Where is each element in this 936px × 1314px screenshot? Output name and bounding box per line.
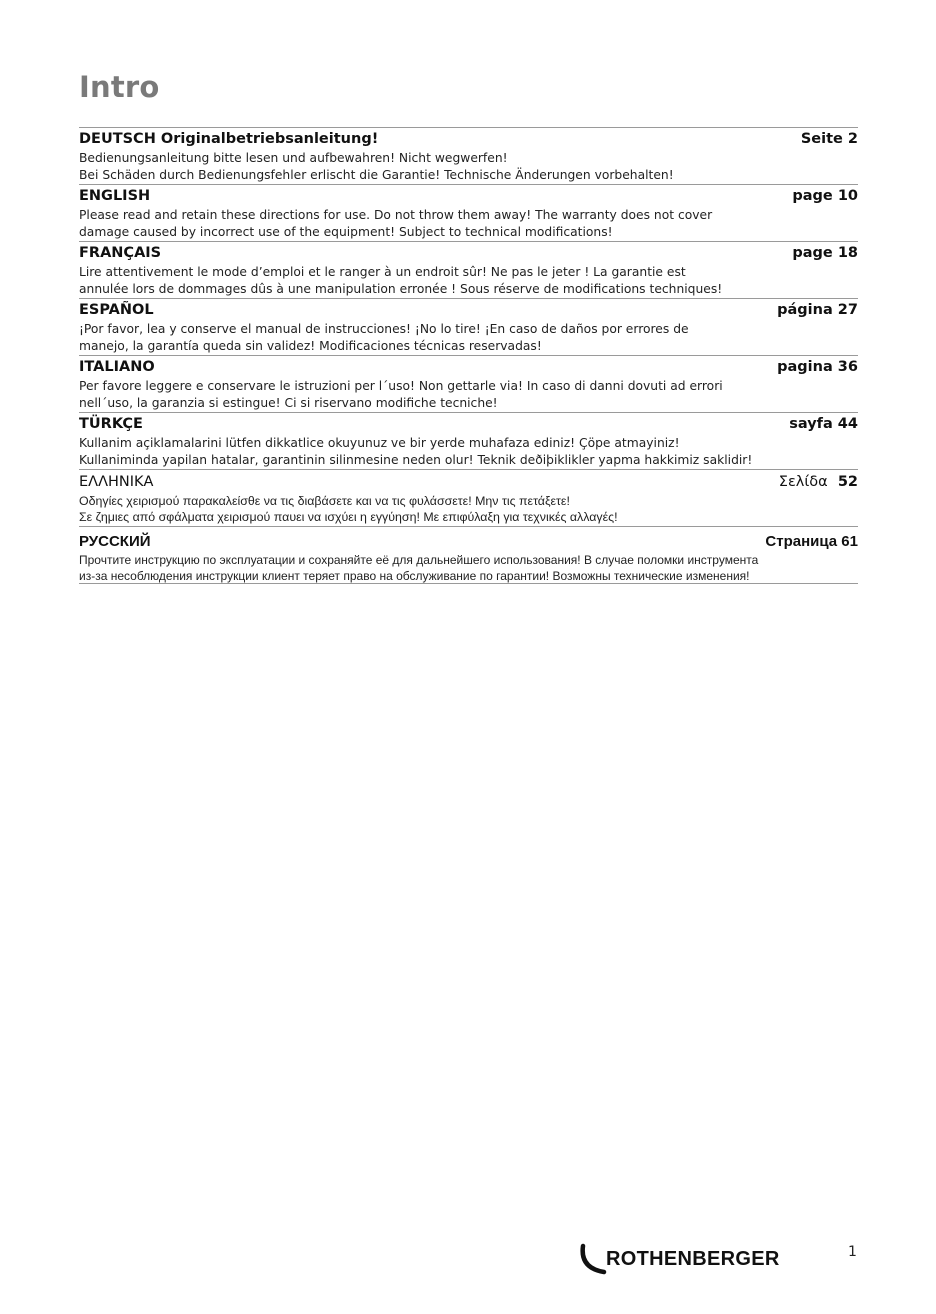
language-index <box>79 127 858 584</box>
page-word: Σελίδα <box>778 474 828 490</box>
page-reference: page 18 <box>792 245 858 261</box>
section-francais <box>79 241 858 298</box>
section-line: Bei Schäden durch Bedienungsfehler erlischt die Garantie! Technische Änderungen vorbehalten! <box>79 168 674 182</box>
page-title: Intro <box>79 70 160 104</box>
page-number: 52 <box>837 474 858 490</box>
language-label: DEUTSCH Originalbetriebsanleitung! <box>79 131 379 147</box>
section-line: damage caused by incorrect use of the equipment! Subject to technical modifications! <box>79 225 613 239</box>
section-header <box>79 416 858 435</box>
section-deutsch <box>79 127 858 184</box>
rothenberger-arc-logo-icon <box>578 1242 608 1276</box>
brand-name: ROTHENBERGER <box>606 1247 780 1270</box>
section-line: manejo, la garantía queda sin validez! Modificaciones técnicas reservadas! <box>79 339 542 353</box>
section-line: annulée lors de dommages dûs à une manipulation erronée ! Sous réserve de modifications techniques! <box>79 282 723 296</box>
section-line: Σε ζημιες από σφάλματα χειρισμού παυει να ισχύει η εγγύηση! Με επιφύλαξη για τεχνικές αλλαγές! <box>79 510 618 524</box>
page-reference: página 27 <box>777 302 858 318</box>
section-line: Please read and retain these directions for use. Do not throw them away! The warranty does not cover <box>79 208 713 222</box>
section-line: Lire attentivement le mode d’emploi et le ranger à un endroit sûr! Ne pas le jeter ! La garantie est <box>79 265 686 279</box>
language-label: РУССКИЙ <box>79 533 151 550</box>
page-reference: Seite 2 <box>800 131 858 147</box>
page-reference <box>779 474 858 490</box>
page-reference: page 10 <box>792 188 858 204</box>
language-label: ENGLISH <box>79 188 151 204</box>
section-header <box>79 533 858 552</box>
section-line: Kullanim açiklamalarini lütfen dikkatlice okuyunuz ve bir yerde muhafaza ediniz! Çöpe atmayiniz! <box>79 436 680 450</box>
brand-logo <box>578 1242 780 1276</box>
section-russkiy <box>79 526 858 584</box>
section-header <box>79 359 858 378</box>
section-line: ¡Por favor, lea y conserve el manual de instrucciones! ¡No lo tire! ¡En caso de daños por errores de <box>79 322 689 336</box>
section-espanol <box>79 298 858 355</box>
language-label: ΕΛΛΗΝΙΚΑ <box>79 474 154 490</box>
section-header <box>79 131 858 150</box>
section-line: Bedienungsanleitung bitte lesen und aufbewahren! Nicht wegwerfen! <box>79 151 508 165</box>
section-ellinika <box>79 469 858 526</box>
section-italiano <box>79 355 858 412</box>
section-header <box>79 302 858 321</box>
section-turkce <box>79 412 858 469</box>
section-line: Οδηγίες χειρισμού παρακαλείσθε να τις διαβάσετε και να τις φυλάσσετε! Μην τις πετάξετε! <box>79 494 570 508</box>
section-line: из-за несоблюдения инструкции клиент теряет право на обслуживание по гарантии! Возможны технические изменения! <box>79 569 750 583</box>
page-reference: Страница 61 <box>765 533 858 550</box>
language-label: ESPAÑOL <box>79 302 154 318</box>
section-line: Per favore leggere e conservare le istruzioni per l´uso! Non gettarle via! In caso di danni dovuti ad errori <box>79 379 723 393</box>
section-line: Kullaniminda yapilan hatalar, garantinin silinmesine neden olur! Teknik deðiþiklikler yapma hakkimiz saklidir! <box>79 453 753 467</box>
section-line: Прочтите инструкцию по эксплуатации и сохраняйте её для дальнейшего использования! В случае поломки инструмента <box>79 553 759 567</box>
language-label: TÜRKÇE <box>79 416 143 432</box>
section-header <box>79 474 858 493</box>
section-header <box>79 188 858 207</box>
page-reference: sayfa 44 <box>789 416 858 432</box>
language-label: FRANÇAIS <box>79 245 162 261</box>
page-number: 1 <box>848 1244 857 1260</box>
page-reference: pagina 36 <box>777 359 858 375</box>
section-english <box>79 184 858 241</box>
section-header <box>79 245 858 264</box>
language-label: ITALIANO <box>79 359 155 375</box>
section-line: nell´uso, la garanzia si estingue! Ci si riservano modifiche tecniche! <box>79 396 498 410</box>
